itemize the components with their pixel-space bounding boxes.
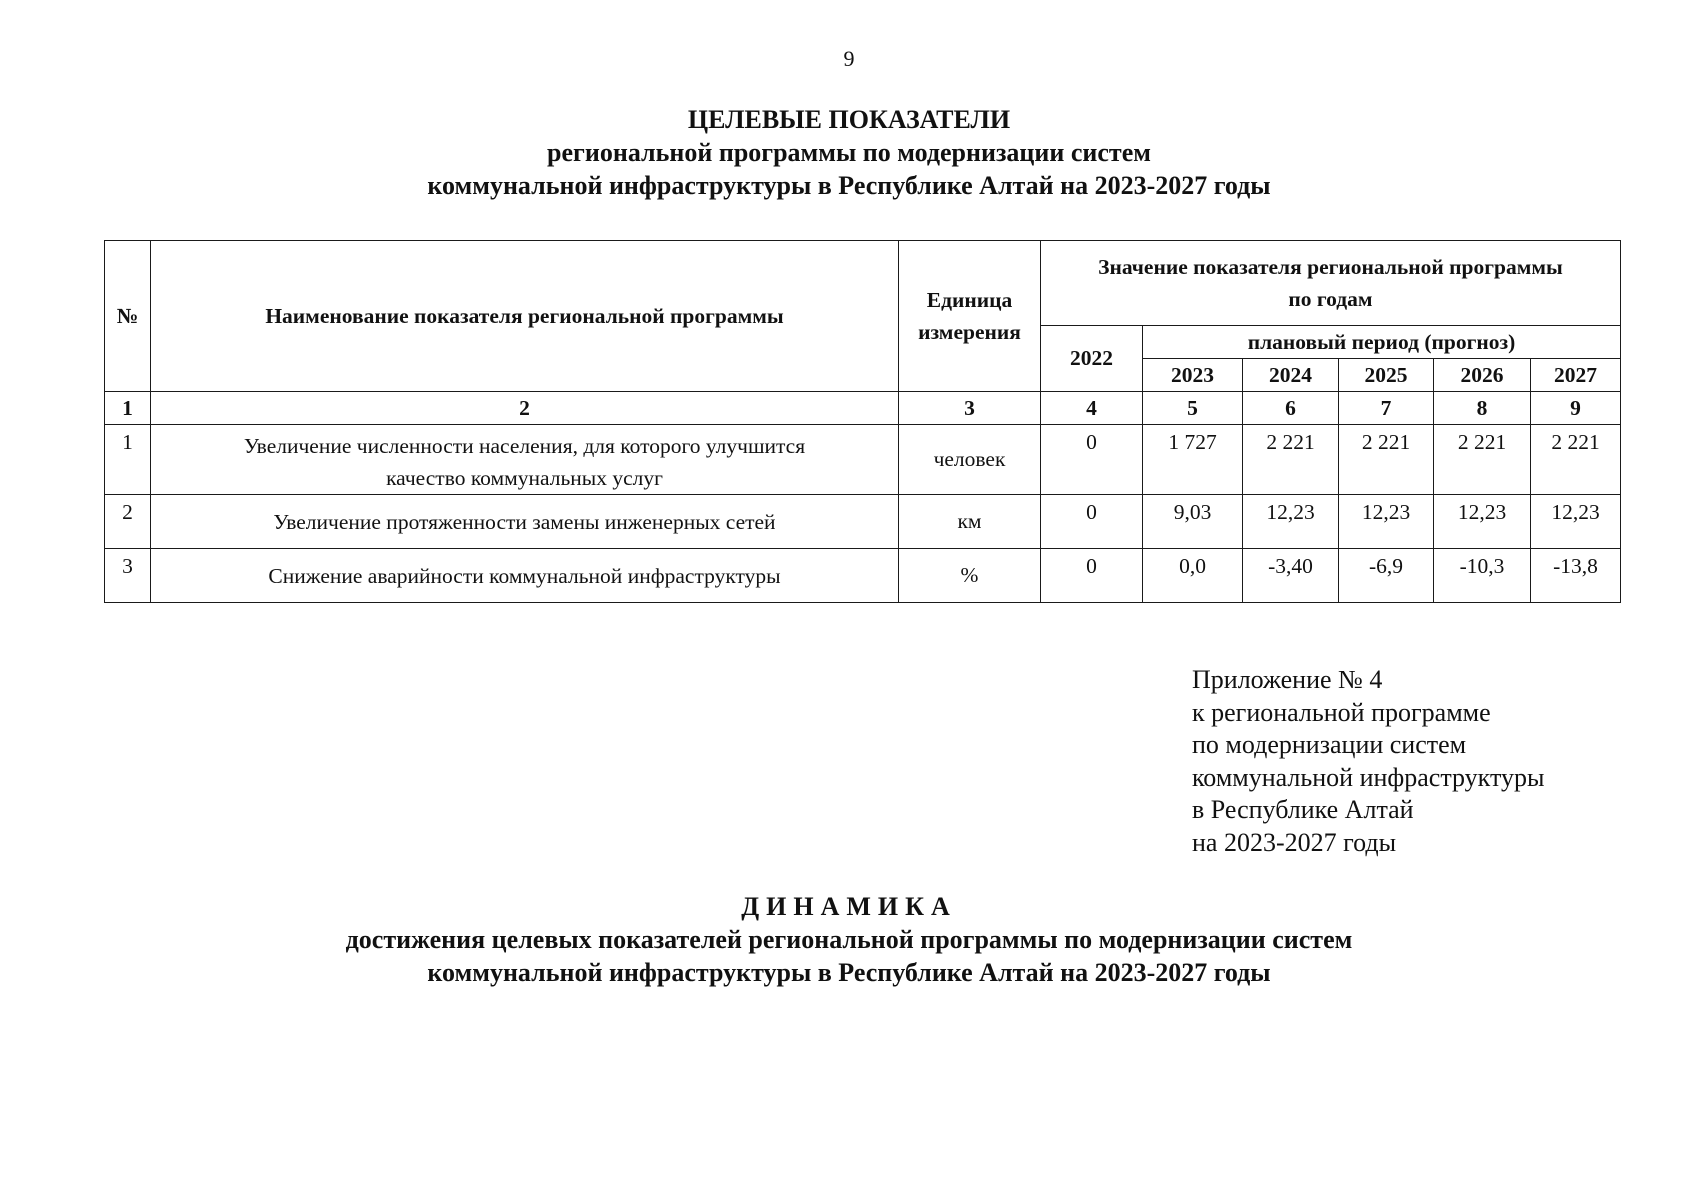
targets-title [0, 103, 1698, 202]
value-2026: 12,23 [1434, 495, 1531, 549]
column-number-2: 2 [151, 392, 899, 425]
value-2027: 12,23 [1531, 495, 1621, 549]
column-number-9: 9 [1531, 392, 1621, 425]
value-2022: 0 [1041, 549, 1143, 603]
dynamics-title-line2: достижения целевых показателей региональной программы по модернизации систем [345, 925, 1353, 954]
column-number-7: 7 [1339, 392, 1434, 425]
value-2023: 9,03 [1143, 495, 1243, 549]
indicator-name-line2: качество коммунальных услуг [386, 466, 663, 490]
appendix-line6: на 2023-2027 годы [1192, 827, 1397, 857]
appendix-line3: по модернизации систем [1192, 730, 1467, 759]
dynamics-title-line1: ДИНАМИКА [741, 892, 957, 921]
indicator-unit: человек [899, 425, 1041, 495]
column-number-5: 5 [1143, 392, 1243, 425]
appendix-line2: к региональной программе [1192, 697, 1491, 727]
targets-title-line2: региональной программы по модернизации систем [547, 138, 1151, 167]
table-row [105, 495, 1621, 549]
dynamics-title [0, 890, 1698, 989]
value-2026: 2 221 [1434, 425, 1531, 495]
header-values [1041, 241, 1621, 326]
header-year-2023: 2023 [1143, 359, 1243, 392]
value-2025: 2 221 [1339, 425, 1434, 495]
header-values-line2: по годам [1288, 287, 1373, 311]
column-number-4: 4 [1041, 392, 1143, 425]
header-year-2025: 2025 [1339, 359, 1434, 392]
targets-table [104, 240, 1621, 603]
value-2026: -10,3 [1434, 549, 1531, 603]
value-2024: 2 221 [1243, 425, 1339, 495]
header-values-line1: Значение показателя региональной программы [1098, 255, 1563, 279]
row-number: 3 [105, 549, 151, 603]
dynamics-title-line3: коммунальной инфраструктуры в Республике Алтай на 2023-2027 годы [427, 958, 1271, 987]
appendix-line5: в Республике Алтай [1192, 795, 1414, 824]
header-unit-line2: измерения [918, 320, 1021, 344]
column-number-1: 1 [105, 392, 151, 425]
appendix-note [1192, 664, 1544, 859]
value-2023: 0,0 [1143, 549, 1243, 603]
row-number: 1 [105, 425, 151, 495]
value-2027: -13,8 [1531, 549, 1621, 603]
indicator-unit: км [899, 495, 1041, 549]
indicator-name-line1: Увеличение численности населения, для которого улучшится [243, 434, 806, 458]
header-name: Наименование показателя региональной программы [151, 241, 899, 392]
header-year-2024: 2024 [1243, 359, 1339, 392]
table-row [105, 549, 1621, 603]
value-2025: 12,23 [1339, 495, 1434, 549]
header-year-2027: 2027 [1531, 359, 1621, 392]
header-unit [899, 241, 1041, 392]
targets-title-line3: коммунальной инфраструктуры в Республике Алтай на 2023-2027 годы [427, 171, 1271, 200]
value-2024: 12,23 [1243, 495, 1339, 549]
header-plan-period: плановый период (прогноз) [1143, 326, 1621, 359]
header-number: № [105, 241, 151, 392]
page-number: 9 [843, 46, 855, 71]
header-unit-line1: Единица [926, 288, 1013, 312]
value-2024: -3,40 [1243, 549, 1339, 603]
header-year-2026: 2026 [1434, 359, 1531, 392]
value-2022: 0 [1041, 495, 1143, 549]
column-number-3: 3 [899, 392, 1041, 425]
value-2027: 2 221 [1531, 425, 1621, 495]
row-number: 2 [105, 495, 151, 549]
value-2025: -6,9 [1339, 549, 1434, 603]
indicator-name [151, 425, 899, 495]
appendix-line4: коммунальной инфраструктуры [1192, 762, 1545, 792]
indicator-unit: % [899, 549, 1041, 603]
column-number-8: 8 [1434, 392, 1531, 425]
indicator-name: Снижение аварийности коммунальной инфраструктуры [151, 549, 899, 603]
table-row [105, 425, 1621, 495]
header-base-year: 2022 [1041, 326, 1143, 392]
indicator-name: Увеличение протяженности замены инженерных сетей [151, 495, 899, 549]
value-2023: 1 727 [1143, 425, 1243, 495]
targets-title-line1: ЦЕЛЕВЫЕ ПОКАЗАТЕЛИ [687, 105, 1011, 134]
column-number-6: 6 [1243, 392, 1339, 425]
appendix-line1: Приложение № 4 [1192, 665, 1383, 694]
value-2022: 0 [1041, 425, 1143, 495]
